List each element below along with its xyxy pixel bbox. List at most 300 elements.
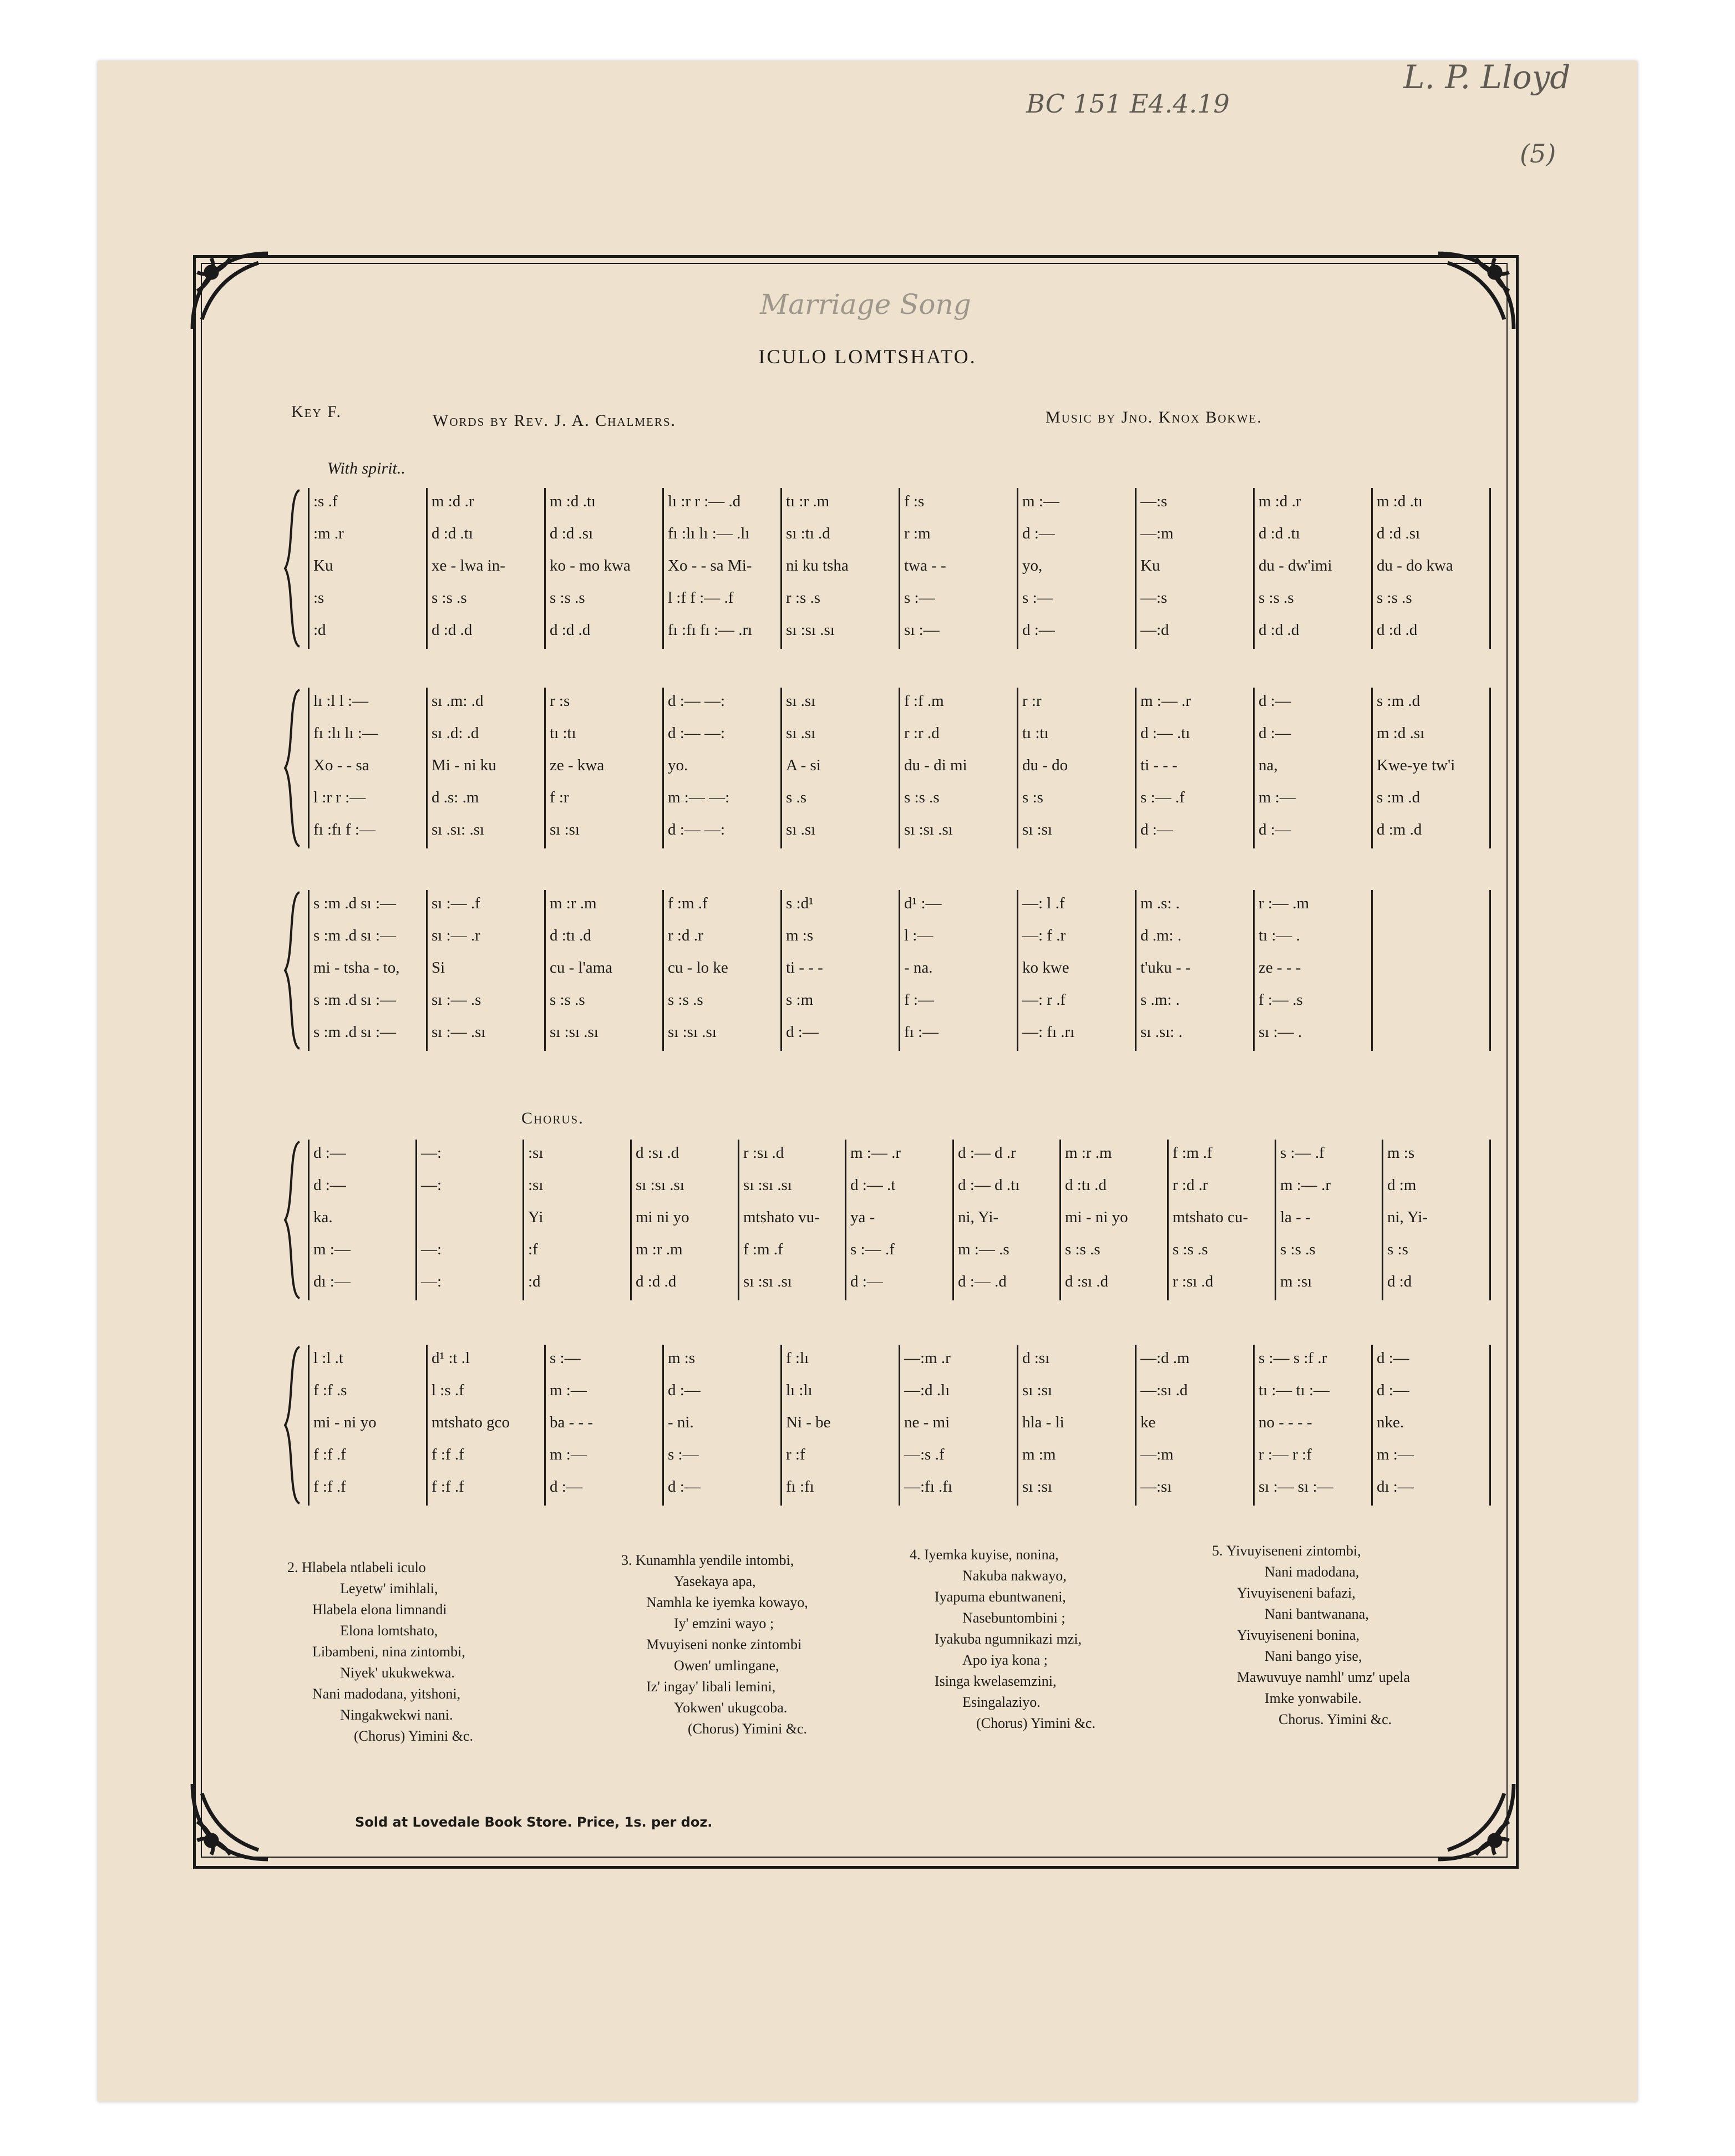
solfa-cell: sı :sı .sı	[786, 621, 835, 639]
solfa-cell: r :r .d	[904, 724, 940, 742]
bar-line	[1371, 488, 1373, 649]
solfa-cell: sı .sı	[786, 821, 816, 838]
solfa-cell: —:m	[1140, 1446, 1174, 1463]
lyric-cell: no - - - -	[1259, 1413, 1312, 1431]
verse-line: Owen' umlingane,	[674, 1657, 779, 1674]
solfa-cell: tı :— tı :—	[1259, 1381, 1330, 1399]
lyric-cell: ze - - -	[1259, 959, 1301, 977]
solfa-cell: m :—	[1259, 789, 1296, 806]
verse-line: Imke yonwabile.	[1265, 1690, 1362, 1706]
lyric-cell: cu - l'ama	[550, 959, 613, 977]
verse-line: Isinga kwelasemzini,	[935, 1673, 1057, 1689]
solfa-cell: lı :r r :— .d	[668, 492, 741, 510]
solfa-cell: —:s .f	[904, 1446, 945, 1463]
solfa-cell: —:	[421, 1273, 442, 1290]
solfa-cell: —: fı .rı	[1022, 1023, 1075, 1041]
solfa-cell: :s .f	[313, 492, 338, 510]
solfa-cell: l :s .f	[432, 1381, 464, 1399]
solfa-cell: m :s	[1387, 1144, 1415, 1162]
solfa-cell: s :s .s	[550, 589, 585, 607]
solfa-cell: sı :—	[904, 621, 940, 639]
bar-line	[1489, 890, 1491, 1051]
solfa-cell: f :— .s	[1259, 991, 1303, 1009]
solfa-cell: f :r	[550, 789, 569, 806]
catalog-annotation: BC 151 E4.4.19	[1026, 89, 1230, 119]
solfa-cell: fı :fı	[786, 1478, 814, 1496]
lyric-cell: du - do	[1022, 756, 1068, 774]
solfa-cell: d :—	[1377, 1381, 1409, 1399]
solfa-cell: s :—	[550, 1349, 581, 1367]
solfa-cell: sı .sı: .	[1140, 1023, 1183, 1041]
solfa-cell: d :d .sı	[550, 525, 593, 542]
solfa-cell: :d	[528, 1273, 541, 1290]
music-credit: Music by Jno. Knox Bokwe.	[1046, 408, 1262, 426]
solfa-cell: l :—	[904, 927, 934, 944]
bar-line	[426, 890, 428, 1051]
solfa-cell: s :m .d sı :—	[313, 1023, 397, 1041]
solfa-cell: f :m .f	[743, 1240, 783, 1258]
solfa-cell: s :—	[1022, 589, 1053, 607]
lyric-cell: xe - lwa in-	[432, 557, 505, 574]
solfa-cell: l :l .t	[313, 1349, 343, 1367]
solfa-cell: m :sı	[1280, 1273, 1312, 1290]
solfa-cell: m :d .r	[1259, 492, 1301, 510]
solfa-cell: s :m .d sı :—	[313, 894, 397, 912]
bar-line	[780, 1345, 782, 1506]
lyric-cell: Ni - be	[786, 1413, 831, 1431]
solfa-cell: sı :— .sı	[432, 1023, 486, 1041]
verse-line: Iy' emzini wayo ;	[674, 1615, 774, 1631]
footer-note: Sold at Lovedale Book Store. Price, 1s. per doz.	[355, 1814, 713, 1830]
solfa-cell: s :—	[904, 589, 935, 607]
solfa-cell: m :s	[786, 927, 814, 944]
solfa-cell: m .s: .	[1140, 894, 1180, 912]
lyric-cell: mtshato vu-	[743, 1208, 820, 1226]
lyric-cell: Kwe-ye tw'i	[1377, 756, 1455, 774]
verse-line: Nani bantwanana,	[1265, 1606, 1369, 1622]
lyric-cell: ni, Yi-	[1387, 1208, 1428, 1226]
score-system	[283, 1345, 1503, 1506]
verse-line: Yivuyiseneni zintombi,	[1226, 1543, 1361, 1559]
solfa-cell: d :d .d	[1377, 621, 1418, 639]
solfa-cell: m :r .m	[1065, 1144, 1112, 1162]
solfa-cell: d¹ :—	[904, 894, 942, 912]
solfa-cell: d :—	[313, 1144, 346, 1162]
lyric-cell: ni, Yi-	[958, 1208, 999, 1226]
solfa-cell: f :f .f	[432, 1478, 464, 1496]
solfa-cell: m :d .r	[432, 492, 474, 510]
verse-line: Hlabela elona limnandi	[312, 1601, 447, 1618]
verse-line: Leyetw' imihlali,	[340, 1580, 438, 1596]
solfa-cell: :d	[313, 621, 326, 639]
bar-line	[426, 1345, 428, 1506]
verse-chorus-ref: (Chorus) Yimini &c.	[688, 1721, 807, 1737]
verse-chorus-ref: (Chorus) Yimini &c.	[354, 1728, 473, 1744]
solfa-cell: tı :tı	[1022, 724, 1049, 742]
verse-line: Nani madodana,	[1265, 1564, 1359, 1580]
corner-ornament-top-left	[183, 244, 277, 338]
solfa-cell: —:s	[1140, 589, 1168, 607]
lyric-cell: ne - mi	[904, 1413, 950, 1431]
solfa-cell: s .s	[786, 789, 807, 806]
lyric-cell: ti - - -	[786, 959, 823, 977]
solfa-cell: d :—	[1022, 621, 1055, 639]
bar-line	[899, 1345, 900, 1506]
lyric-cell: mi ni yo	[636, 1208, 689, 1226]
lyric-cell: hla - li	[1022, 1413, 1064, 1431]
corner-ornament-bottom-left	[183, 1774, 277, 1869]
solfa-cell: sı :sı .sı	[550, 1023, 598, 1041]
solfa-cell: fı :lı lı :—	[313, 724, 378, 742]
solfa-cell: m :—	[313, 1240, 351, 1258]
bar-line	[308, 1345, 310, 1506]
solfa-cell: d :d .d	[1259, 621, 1300, 639]
verse-number: 2.	[287, 1559, 302, 1575]
system-staff	[308, 1140, 1489, 1300]
bar-line	[1253, 488, 1255, 649]
solfa-cell: —: r .f	[1022, 991, 1066, 1009]
solfa-cell: d :—	[786, 1023, 819, 1041]
verse-line: Iz' ingay' libali lemini,	[646, 1679, 776, 1695]
solfa-cell: tı :tı	[550, 724, 576, 742]
words-credit: Words by Rev. J. A. Chalmers.	[433, 411, 677, 430]
verse-number: 4.	[910, 1547, 924, 1563]
bar-line	[308, 688, 310, 848]
solfa-cell: s :s .s	[1280, 1240, 1316, 1258]
solfa-cell: m :—	[1022, 492, 1059, 510]
solfa-cell: —:sı	[1140, 1478, 1172, 1496]
verse-line: Nasebuntombini ;	[962, 1610, 1066, 1626]
lyric-cell: twa - -	[904, 557, 946, 574]
solfa-cell: m :—	[550, 1446, 587, 1463]
solfa-cell: f :f .f	[313, 1478, 346, 1496]
lyric-cell: yo,	[1022, 557, 1043, 574]
solfa-cell: —:d .m	[1140, 1349, 1190, 1367]
lyric-cell: Xo - - sa Mi-	[668, 557, 752, 574]
verse-number: 5.	[1212, 1543, 1226, 1559]
lyric-cell: Mi - ni ku	[432, 756, 496, 774]
solfa-cell: m :m	[1022, 1446, 1056, 1463]
solfa-cell: lı :l l :—	[313, 692, 369, 710]
bar-line	[780, 890, 782, 1051]
verse-line: Kunamhla yendile intombi,	[636, 1552, 794, 1568]
solfa-cell: sı :sı	[550, 821, 580, 838]
solfa-cell: d :— .t	[850, 1176, 896, 1194]
lyric-cell: Ku	[1140, 557, 1160, 574]
solfa-cell: sı .m: .d	[432, 692, 484, 710]
corner-ornament-bottom-right	[1429, 1774, 1523, 1869]
verse-number: 3.	[621, 1552, 636, 1568]
verse-line: Iyapuma ebuntwaneni,	[935, 1589, 1066, 1605]
solfa-cell: d :sı .d	[636, 1144, 679, 1162]
solfa-cell: m :r .m	[636, 1240, 683, 1258]
solfa-cell: sı :sı	[1022, 1478, 1052, 1496]
verse-line: Libambeni, nina zintombi,	[312, 1644, 465, 1660]
bar-line	[780, 488, 782, 649]
lyric-cell: ko - mo kwa	[550, 557, 631, 574]
lyric-cell: ti - - -	[1140, 756, 1178, 774]
solfa-cell: —:	[421, 1144, 442, 1162]
bar-line	[426, 488, 428, 649]
bar-line	[544, 688, 546, 848]
solfa-cell: sı :sı .sı	[743, 1176, 792, 1194]
bar-line	[1135, 488, 1137, 649]
bar-line	[899, 488, 900, 649]
solfa-cell: s :m	[786, 991, 814, 1009]
score-system	[283, 688, 1503, 848]
solfa-cell: sı :sı .sı	[904, 821, 953, 838]
bar-line	[1371, 1345, 1373, 1506]
solfa-cell: d :— .d	[958, 1273, 1007, 1290]
solfa-cell: s :s	[1387, 1240, 1408, 1258]
solfa-cell: —: f .r	[1022, 927, 1066, 944]
solfa-cell: s :s	[1022, 789, 1043, 806]
system-brace	[283, 1345, 302, 1506]
solfa-cell: dı :—	[313, 1273, 351, 1290]
verse-line: Namhla ke iyemka kowayo,	[646, 1594, 808, 1610]
solfa-cell: sı .sı	[786, 692, 816, 710]
solfa-cell: s :m .d	[1377, 789, 1421, 806]
system-staff	[308, 688, 1489, 848]
bar-line	[662, 488, 664, 649]
lyric-cell: yo.	[668, 756, 688, 774]
verse-line: Elona lomtshato,	[340, 1623, 438, 1639]
solfa-cell: lı :lı	[786, 1381, 813, 1399]
solfa-cell: s :s .s	[550, 991, 585, 1009]
solfa-cell: —:m .r	[904, 1349, 951, 1367]
solfa-cell: d :—	[550, 1478, 582, 1496]
solfa-cell: sı .sı: .sı	[432, 821, 485, 838]
bar-line	[952, 1140, 954, 1300]
bar-line	[1135, 688, 1137, 848]
lyric-cell: mi - tsha - to,	[313, 959, 400, 977]
solfa-cell: sı :— .	[1259, 1023, 1302, 1041]
system-brace	[283, 688, 302, 848]
solfa-cell: m :— .r	[1140, 692, 1191, 710]
solfa-cell: d :m	[1387, 1176, 1417, 1194]
solfa-cell: r :s	[550, 692, 570, 710]
bar-line	[899, 688, 900, 848]
lyric-cell: ke	[1140, 1413, 1156, 1431]
solfa-cell: s :s .s	[1065, 1240, 1100, 1258]
bar-line	[662, 688, 664, 848]
lyric-cell: la - -	[1280, 1208, 1311, 1226]
bar-line	[1382, 1140, 1383, 1300]
lyric-cell: - na.	[904, 959, 933, 977]
lyric-cell: mi - ni yo	[313, 1413, 377, 1431]
solfa-cell: —:	[421, 1240, 442, 1258]
bar-line	[630, 1140, 632, 1300]
solfa-cell: f :f .m	[904, 692, 944, 710]
lyric-cell: mtshato gco	[432, 1413, 510, 1431]
solfa-cell: r :d .r	[668, 927, 703, 944]
solfa-cell: sı :sı .sı	[743, 1273, 792, 1290]
solfa-cell: —:m	[1140, 525, 1174, 542]
solfa-cell: s :s .s	[1259, 589, 1294, 607]
verse-line: Iyemka kuyise, nonina,	[924, 1547, 1059, 1563]
system-brace	[283, 488, 302, 649]
solfa-cell: fı :fı f :—	[313, 821, 376, 838]
verse-2	[287, 1557, 473, 1747]
solfa-cell: m :— .s	[958, 1240, 1009, 1258]
solfa-cell: fı :—	[904, 1023, 939, 1041]
solfa-cell: s :— .f	[850, 1240, 895, 1258]
solfa-cell: d :d .tı	[1259, 525, 1300, 542]
solfa-cell: dı :—	[1377, 1478, 1414, 1496]
solfa-cell: :sı	[528, 1176, 544, 1194]
verse-line: Niyek' ukukwekwa.	[340, 1665, 455, 1681]
lyric-cell: cu - lo ke	[668, 959, 728, 977]
bar-line	[899, 890, 900, 1051]
verse-line: Nani madodana, yitshoni,	[312, 1686, 461, 1702]
bar-line	[1167, 1140, 1169, 1300]
solfa-cell: d .m: .	[1140, 927, 1182, 944]
bar-line	[308, 488, 310, 649]
solfa-cell: —:d	[1140, 621, 1169, 639]
lyric-cell: du - di mi	[904, 756, 967, 774]
solfa-cell: tı :r .m	[786, 492, 830, 510]
solfa-cell: s :— .f	[1280, 1144, 1325, 1162]
solfa-cell: d :—	[850, 1273, 883, 1290]
solfa-cell: —:	[421, 1176, 442, 1194]
solfa-cell: d :m .d	[1377, 821, 1422, 838]
bar-line	[1253, 688, 1255, 848]
number-annotation: (5)	[1520, 139, 1556, 169]
lyric-cell: Ku	[313, 557, 333, 574]
solfa-cell: —: l .f	[1022, 894, 1065, 912]
solfa-cell: d :tı .d	[1065, 1176, 1107, 1194]
solfa-cell: :m .r	[313, 525, 344, 542]
system-brace	[283, 1140, 302, 1300]
solfa-cell: d :—	[1140, 821, 1173, 838]
verse-line: Esingalaziyo.	[962, 1694, 1041, 1710]
solfa-cell: d :d .sı	[1377, 525, 1421, 542]
solfa-cell: —:s	[1140, 492, 1168, 510]
solfa-cell: d :— d .tı	[958, 1176, 1020, 1194]
solfa-cell: d :—	[1377, 1349, 1409, 1367]
solfa-cell: r :r	[1022, 692, 1042, 710]
solfa-cell: d :— —:	[668, 692, 726, 710]
solfa-cell: r :d .r	[1173, 1176, 1208, 1194]
solfa-cell: d :—	[668, 1478, 701, 1496]
bar-line	[662, 890, 664, 1051]
verse-line: Yasekaya apa,	[674, 1573, 756, 1589]
solfa-cell: d :— .tı	[1140, 724, 1190, 742]
bar-line	[1489, 1140, 1491, 1300]
lyric-cell: Si	[432, 959, 445, 977]
solfa-cell: s :m .d sı :—	[313, 927, 397, 944]
solfa-cell: r :s .s	[786, 589, 821, 607]
solfa-cell: d :d .d	[432, 621, 473, 639]
lyric-cell: na,	[1259, 756, 1278, 774]
lyric-cell: ko kwe	[1022, 959, 1069, 977]
key-label: Key F.	[291, 403, 342, 421]
solfa-cell: r :sı .d	[743, 1144, 784, 1162]
solfa-cell: d :—	[313, 1176, 346, 1194]
lyric-cell: A - si	[786, 756, 821, 774]
lyric-cell: mi - ni yo	[1065, 1208, 1128, 1226]
solfa-cell: d :d	[1387, 1273, 1412, 1290]
bar-line	[1059, 1140, 1061, 1300]
owner-annotation: L. P. Lloyd	[1403, 58, 1571, 96]
lyric-cell: - ni.	[668, 1413, 694, 1431]
bar-line	[1017, 890, 1018, 1051]
solfa-cell: sı :sı	[1022, 1381, 1052, 1399]
bar-line	[1275, 1140, 1276, 1300]
solfa-cell: d :tı .d	[550, 927, 591, 944]
solfa-cell: s :m .d	[1377, 692, 1421, 710]
bar-line	[1017, 488, 1018, 649]
system-staff	[308, 488, 1489, 649]
bar-line	[544, 1345, 546, 1506]
solfa-cell: s :s .s	[904, 789, 940, 806]
verse-line: Yivuyiseneni bafazi,	[1237, 1585, 1356, 1601]
lyric-cell: ya -	[850, 1208, 875, 1226]
solfa-cell: d :—	[668, 1381, 701, 1399]
solfa-cell: d :—	[1259, 692, 1291, 710]
bar-line	[522, 1140, 524, 1300]
solfa-cell: —:d .lı	[904, 1381, 950, 1399]
solfa-cell: s :s .s	[432, 589, 467, 607]
solfa-cell: r :m	[904, 525, 931, 542]
solfa-cell: —:sı .d	[1140, 1381, 1188, 1399]
solfa-cell: f :f .f	[313, 1446, 346, 1463]
solfa-cell: sı :— sı :—	[1259, 1478, 1333, 1496]
solfa-cell: d :sı .d	[1065, 1273, 1109, 1290]
verse-5	[1212, 1540, 1410, 1730]
solfa-cell: d :—	[1022, 525, 1055, 542]
verse-line: Nakuba nakwayo,	[962, 1568, 1067, 1584]
verse-line: Yokwen' ukugcoba.	[674, 1700, 788, 1716]
lyric-cell: nke.	[1377, 1413, 1404, 1431]
solfa-cell: f :f .f	[432, 1446, 464, 1463]
bar-line	[1489, 488, 1491, 649]
solfa-cell: :sı	[528, 1144, 544, 1162]
bar-line	[662, 1345, 664, 1506]
bar-line	[845, 1140, 846, 1300]
verse-3	[621, 1550, 808, 1740]
solfa-cell: m :—	[1377, 1446, 1414, 1463]
solfa-cell: f :f .s	[313, 1381, 347, 1399]
solfa-cell: s :— s :f .r	[1259, 1349, 1327, 1367]
lyric-cell: ba - - -	[550, 1413, 593, 1431]
bar-line	[1253, 1345, 1255, 1506]
bar-line	[1371, 890, 1373, 1051]
verse-chorus-ref: Chorus. Yimini &c.	[1279, 1711, 1392, 1727]
verse-line: Ningakwekwi nani.	[340, 1707, 453, 1723]
system-brace	[283, 890, 302, 1051]
solfa-cell: d :sı	[1022, 1349, 1050, 1367]
bar-line	[738, 1140, 739, 1300]
solfa-cell: sı .sı	[786, 724, 816, 742]
solfa-cell: —:fı .fı	[904, 1478, 952, 1496]
solfa-cell: sı :— .s	[432, 991, 481, 1009]
solfa-cell: fı :fı fı :— .rı	[668, 621, 753, 639]
solfa-cell: s :m .d sı :—	[313, 991, 397, 1009]
solfa-cell: s .m: .	[1140, 991, 1180, 1009]
tempo-marking: With spirit..	[327, 459, 405, 477]
solfa-cell: m :d .tı	[1377, 492, 1423, 510]
solfa-cell: sı :— .r	[432, 927, 480, 944]
solfa-cell: :f	[528, 1240, 538, 1258]
bar-line	[308, 1140, 310, 1300]
verse-line: Yivuyiseneni bonina,	[1237, 1627, 1359, 1643]
solfa-cell: r :sı .d	[1173, 1273, 1214, 1290]
bar-line	[1489, 688, 1491, 848]
bar-line	[1371, 688, 1373, 848]
solfa-cell: r :— r :f	[1259, 1446, 1312, 1463]
solfa-cell: d :— —:	[668, 724, 726, 742]
